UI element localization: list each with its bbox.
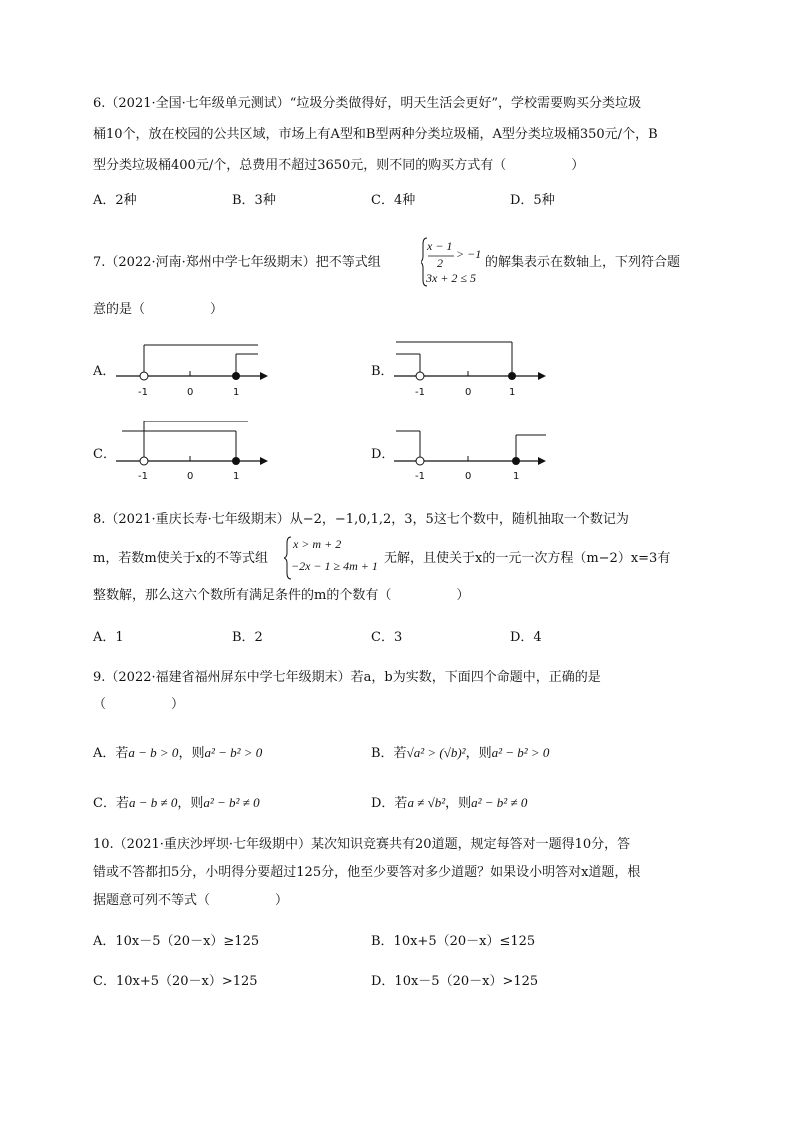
q7-ineq1-rest: > −1: [456, 247, 482, 261]
q9-option-b-result: a² − b² > 0: [491, 745, 550, 760]
q9-option-d-mid: ，则: [445, 796, 472, 811]
q7-line2: 意的是（ ）: [93, 302, 224, 317]
tick-label: 1: [513, 471, 520, 481]
tick-label: 0: [187, 387, 194, 398]
q9-option-c-prefix: C．若: [93, 796, 129, 811]
q7-ineq2: 3x + 2 ≤ 5: [426, 271, 477, 285]
q8-line3: 整数解，那么这六个数所有满足条件的m的个数有（ ）: [93, 588, 470, 603]
q6-option-b: B．3种: [232, 193, 276, 208]
q6-line1: 6.（2021·全国·七年级单元测试）“垃圾分类做得好，明天生活会更好”，学校需要购买分类垃圾: [93, 96, 642, 111]
q6-option-d: D．5种: [510, 193, 555, 208]
q7-option-d: D．: [371, 447, 395, 462]
q8-option-b: B．2: [232, 630, 263, 645]
q7-numberline-a: [110, 338, 280, 398]
tick-label: -1: [138, 471, 148, 481]
tick-label: 1: [509, 387, 516, 398]
q7-option-a: A．: [93, 364, 116, 379]
q8-option-a: A．1: [93, 630, 124, 645]
q9-option-c-result: a² − b² ≠ 0: [203, 795, 260, 810]
q6-option-c: C．4种: [371, 193, 416, 208]
q9-option-d: [371, 794, 527, 813]
q7-option-c: C．: [93, 447, 116, 462]
q9-option-b-mid: ，则: [465, 746, 492, 761]
q7-numberline-c: [110, 421, 280, 481]
q8-line2-prefix: m，若数m使关于x的不等式组: [93, 551, 268, 566]
q7-prefix: 7.（2022·河南·郑州中学七年级期末）把不等式组: [93, 255, 381, 270]
q8-ineq1: x > m + 2: [293, 537, 342, 551]
q7-ineq1-denominator: 2: [437, 256, 443, 270]
q9-option-d-prefix: D．若: [371, 796, 408, 811]
q6-option-a: A．2种: [93, 193, 137, 208]
tick-label: -1: [415, 471, 425, 481]
q10-option-b: B．10x+5（20－x）≤125: [371, 934, 536, 949]
q9-option-b-cond: √a² > (√b)²: [406, 745, 466, 760]
q9-option-b: [371, 744, 549, 763]
q6-line3: 型分类垃圾桶400元/个，总费用不超过3650元，则不同的购买方式有（ ）: [93, 158, 585, 173]
q9-option-c-cond: a − b ≠ 0: [128, 795, 178, 810]
q9-option-b-prefix: B．若: [371, 746, 407, 761]
q9-option-a-cond: a − b > 0: [128, 745, 179, 760]
q10-line2: 错或不答都扣5分，小明得分要超过125分，他至少要答对多少道题？如果设小明答对x道题，根: [93, 865, 641, 880]
q7-option-b: B．: [371, 364, 394, 379]
q10-line1: 10.（2021·重庆沙坪坝·七年级期中）某次知识竞赛共有20道题，规定每答对一题得10分，答: [93, 837, 631, 852]
q9-option-c-mid: ，则: [177, 796, 204, 811]
q9-option-a-mid: ，则: [178, 746, 205, 761]
q8-line1: 8.（2021·重庆长寿·七年级期末）从−2，−1,0,1,2，3，5这七个数中，随机抽取一个数记为: [93, 512, 629, 527]
q7-numberline-b: [388, 338, 558, 398]
q9-line1: 9.（2022·福建省福州屏东中学七年级期末）若a，b为实数，下面四个命题中，正确的是: [93, 670, 601, 685]
q10-line3: 据题意可列不等式（ ）: [93, 893, 289, 908]
q9-option-a: [93, 744, 262, 763]
q8-inequality-system: [284, 535, 384, 581]
q7-numberline-d: [388, 421, 558, 481]
q9-option-d-result: a² − b² ≠ 0: [471, 795, 528, 810]
tick-label: 1: [233, 471, 240, 481]
q9-option-c: [93, 794, 260, 813]
q8-line2-suffix: 无解，且使关于x的一元一次方程（m−2）x=3有: [384, 551, 671, 566]
q8-option-c: C．3: [371, 630, 403, 645]
q7-suffix: 的解集表示在数轴上，下列符合题: [485, 255, 681, 270]
q9-option-a-result: a² − b² > 0: [204, 745, 263, 760]
q8-ineq2: −2x − 1 ≥ 4m + 1: [291, 559, 378, 573]
q9-line2: （ ）: [93, 697, 185, 712]
q10-option-d: D．10x－5（20－x）>125: [371, 974, 539, 989]
q9-option-a-prefix: A．若: [93, 746, 129, 761]
tick-label: -1: [415, 387, 425, 398]
q10-option-c: C．10x+5（20－x）>125: [93, 974, 258, 989]
q7-inequality-system: [421, 236, 485, 288]
q10-option-a: A．10x－5（20－x）≥125: [93, 934, 260, 949]
tick-label: 1: [233, 387, 240, 398]
q8-option-d: D．4: [510, 630, 542, 645]
tick-label: 0: [465, 387, 472, 398]
tick-label: -1: [138, 387, 148, 398]
q6-line2: 桶10个，放在校园的公共区域，市场上有A型和B型两种分类垃圾桶，A型分类垃圾桶350元/个，B: [93, 127, 658, 142]
tick-label: 0: [465, 471, 472, 481]
q9-option-d-cond: a ≠ √b²: [407, 795, 446, 810]
q7-ineq1-numerator: x − 1: [427, 239, 453, 253]
tick-label: 0: [187, 471, 194, 481]
